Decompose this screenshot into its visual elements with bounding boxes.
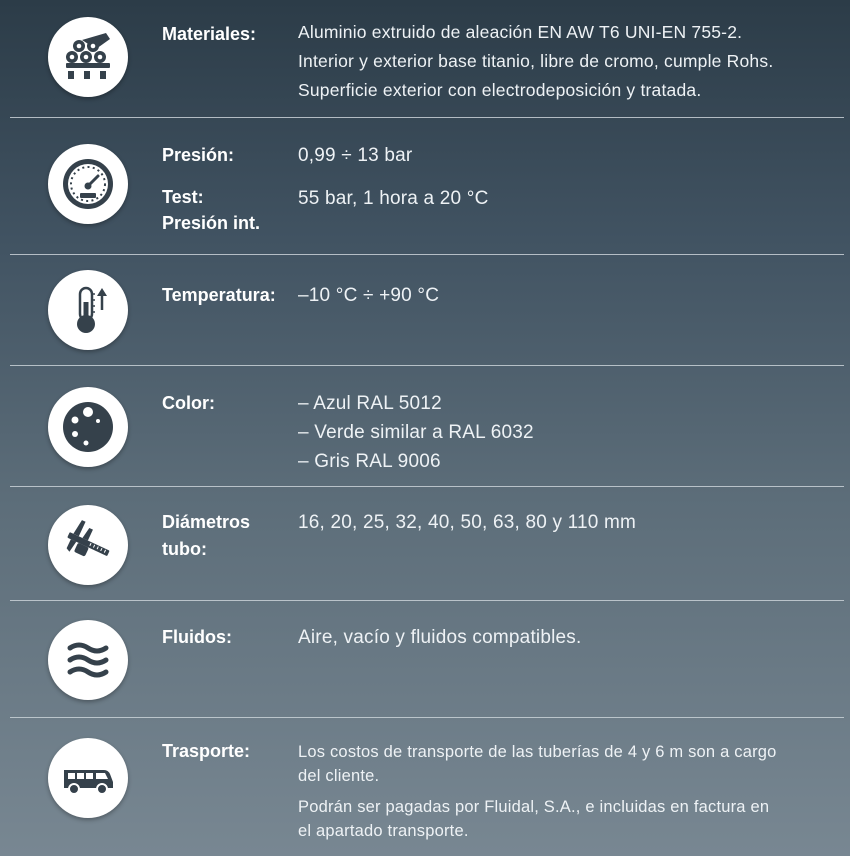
trasporte-value	[298, 740, 777, 843]
trasporte-line: Podrán ser pagadas por Fluidal, S.A., e incluidas en factura en	[298, 798, 770, 816]
tubo-label: tubo:	[162, 539, 207, 559]
divider	[10, 254, 844, 255]
van-icon-circle	[48, 738, 128, 818]
materiales-line: Aluminio extruido de aleación EN AW T6 UNI-EN 755-2.	[298, 22, 743, 42]
fluidos-label: Fluidos:	[162, 627, 232, 647]
materiales-line: Superficie exterior con electrodeposición y tratada.	[298, 80, 702, 100]
color-line: – Gris RAL 9006	[298, 451, 441, 472]
waves-icon-circle	[48, 620, 128, 700]
pipes-icon	[60, 29, 116, 85]
diametros-value: 16, 20, 25, 32, 40, 50, 63, 80 y 110 mm	[298, 512, 637, 533]
thermometer-icon-circle	[48, 270, 128, 350]
caliper-icon	[60, 517, 116, 573]
pipes-icon-circle	[48, 17, 128, 97]
thermometer-icon	[60, 282, 116, 338]
materiales-line: Interior y exterior base titanio, libre de cromo, cumple Rohs.	[298, 51, 774, 71]
palette-icon	[60, 399, 116, 455]
materiales-label: Materiales:	[162, 24, 257, 44]
presion-label: Presión:	[162, 145, 235, 165]
divider	[10, 717, 844, 718]
gauge-icon-circle	[48, 144, 128, 224]
fluidos-value: Aire, vacío y fluidos compatibles.	[298, 627, 582, 648]
presion-value: 0,99 ÷ 13 bar	[298, 145, 413, 166]
diametros-label: Diámetros	[162, 512, 251, 532]
divider	[10, 117, 844, 118]
divider	[10, 486, 844, 487]
palette-icon-circle	[48, 387, 128, 467]
temperatura-label: Temperatura:	[162, 285, 276, 305]
test-label: Test:	[162, 187, 204, 207]
gauge-icon	[60, 156, 116, 212]
trasporte-line: del cliente.	[298, 767, 380, 785]
color-line: – Verde similar a RAL 6032	[298, 422, 534, 443]
waves-icon	[60, 632, 116, 688]
color-line: – Azul RAL 5012	[298, 393, 442, 414]
test-value: 55 bar, 1 hora a 20 °C	[298, 188, 489, 209]
trasporte-label: Trasporte:	[162, 741, 251, 761]
temperatura-value: –10 °C ÷ +90 °C	[298, 285, 440, 306]
divider	[10, 600, 844, 601]
divider	[10, 365, 844, 366]
van-icon	[60, 750, 116, 806]
materiales-value	[298, 18, 773, 105]
trasporte-line: Los costos de transporte de las tuberías de 4 y 6 m son a cargo	[298, 743, 777, 761]
caliper-icon-circle	[48, 505, 128, 585]
color-label: Color:	[162, 393, 215, 413]
trasporte-line: el apartado transporte.	[298, 822, 469, 840]
presion-int-label: Presión int.	[162, 213, 261, 233]
color-value	[298, 389, 534, 476]
